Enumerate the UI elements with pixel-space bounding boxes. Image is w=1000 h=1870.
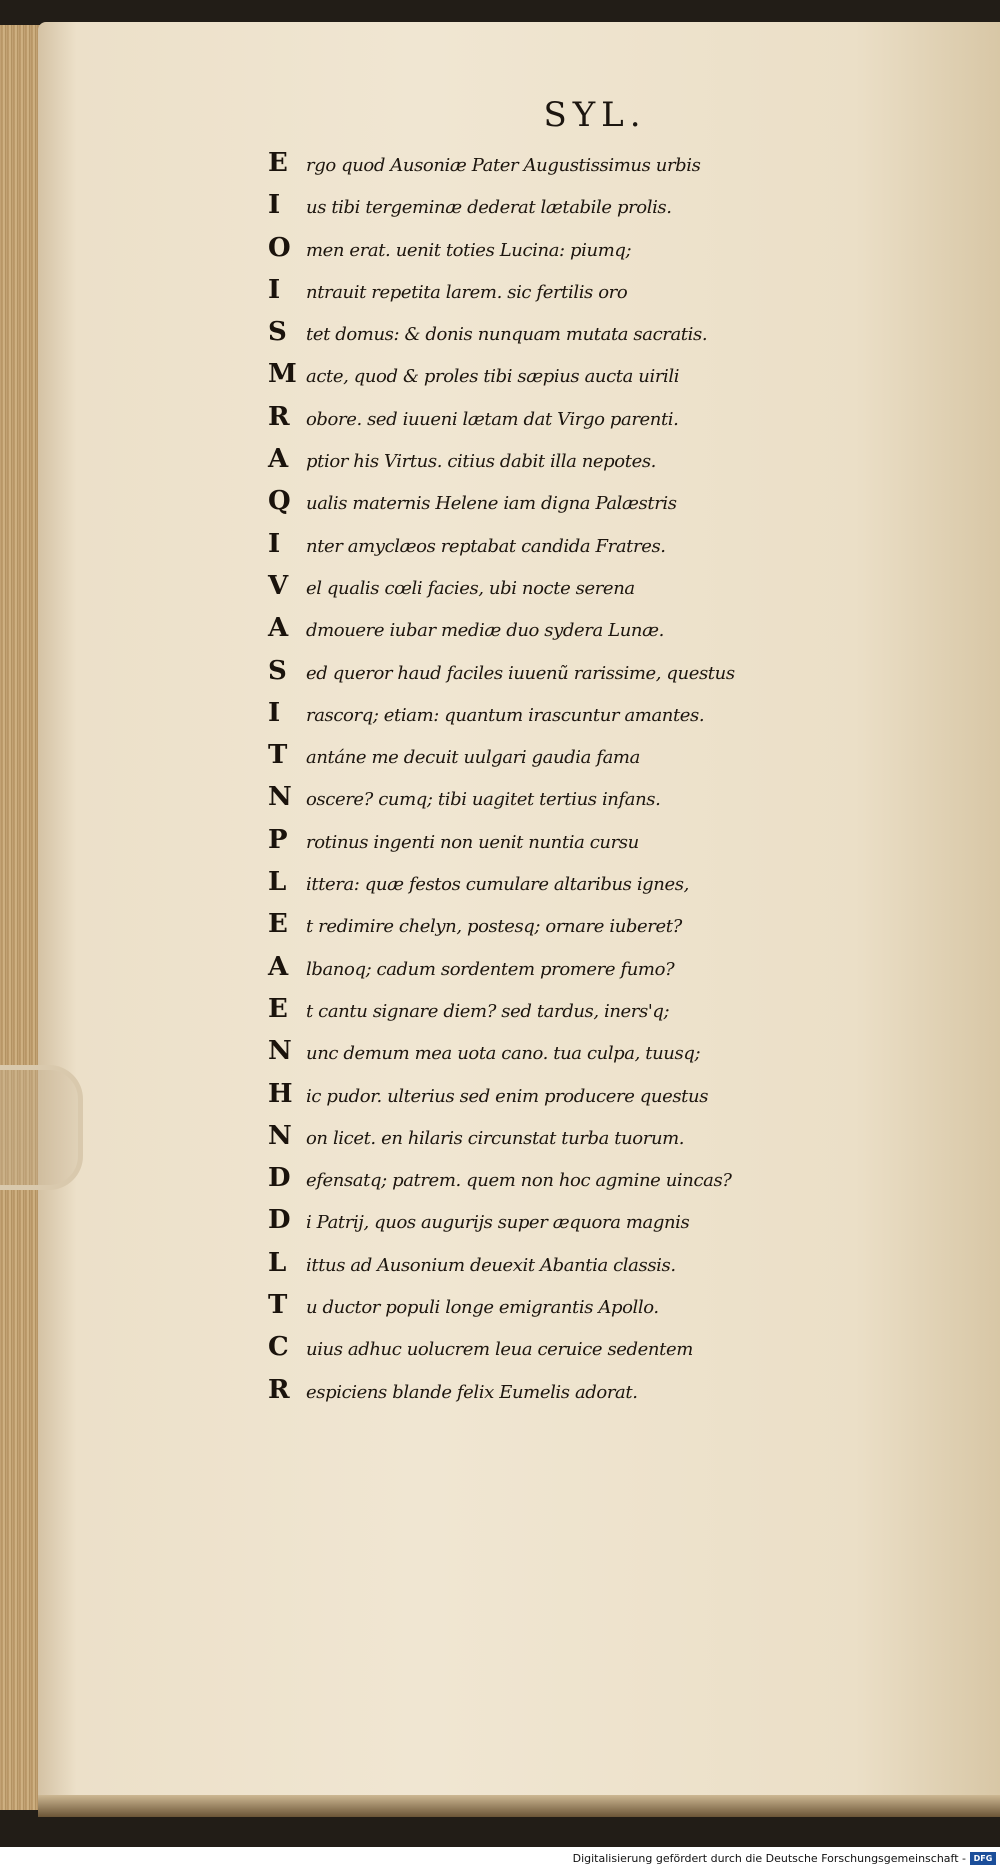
verse-text: unc demum mea uota cano. tua culpa, tuusq; xyxy=(306,1043,701,1065)
verse-text: antáne me decuit uulgari gaudia fama xyxy=(306,747,640,769)
verse-line xyxy=(268,1079,988,1121)
verse-initial: N xyxy=(268,782,292,813)
verse-line xyxy=(268,782,988,824)
verse-initial: E xyxy=(268,993,288,1024)
verse-line xyxy=(268,656,988,698)
verse-initial: L xyxy=(268,867,287,898)
verse-initial: T xyxy=(268,740,288,771)
verse-initial: P xyxy=(268,824,288,855)
verse-text: efensatq; patrem. quem non hoc agmine uincas? xyxy=(306,1170,732,1192)
running-head: SYL. xyxy=(543,95,647,135)
verse-initial: O xyxy=(268,232,291,263)
verse-line xyxy=(268,1121,988,1163)
verse-initial: I xyxy=(268,697,281,728)
verse-line xyxy=(268,1036,988,1078)
verse-initial: E xyxy=(268,909,288,940)
verse-line xyxy=(268,486,988,528)
verse-initial: A xyxy=(268,444,289,475)
verse-initial: N xyxy=(268,1036,292,1067)
verse-text: lbanoq; cadum sordentem promere fumo? xyxy=(306,958,675,980)
verse-line xyxy=(268,698,988,740)
verse-text: ic pudor. ulterius sed enim producere questus xyxy=(306,1085,709,1107)
verse-text: acte, quod & proles tibi sæpius aucta uirili xyxy=(306,366,680,388)
verse-line xyxy=(268,1290,988,1332)
verse-initial: R xyxy=(268,401,290,432)
verse-line xyxy=(268,233,988,275)
verse-initial: C xyxy=(268,1332,289,1363)
dfg-logo: DFG xyxy=(970,1852,996,1865)
verse-initial: I xyxy=(268,528,281,559)
verse-initial: Q xyxy=(268,486,291,517)
verse-text: ptior his Virtus. citius dabit illa nepotes. xyxy=(306,451,656,473)
verse-line xyxy=(268,909,988,951)
verse-initial: D xyxy=(268,1205,291,1236)
verse-text: rascorq; etiam: quantum irascuntur amantes. xyxy=(306,704,705,726)
verse-initial: I xyxy=(268,190,281,221)
verse-text: u ductor populi longe emigrantis Apollo. xyxy=(306,1297,659,1319)
verse-text: rgo quod Ausoniæ Pater Augustissimus urbis xyxy=(306,155,701,176)
verse-text: ittera: quæ festos cumulare altaribus ignes, xyxy=(306,874,689,896)
verse-initial: S xyxy=(268,317,287,348)
verse-text: ed queror haud faciles iuuenũ rarissime, questus xyxy=(306,662,735,684)
verse-line xyxy=(268,613,988,655)
verse-line xyxy=(268,529,988,571)
verse-line xyxy=(268,317,988,359)
footer-credit: Digitalisierung gefördert durch die Deutsche Forschungsgemeinschaft - xyxy=(572,1852,966,1865)
verse-initial: I xyxy=(268,274,281,305)
verse-initial: N xyxy=(268,1120,292,1151)
verse-text: t redimire chelyn, postesq; ornare iuberet? xyxy=(306,916,682,938)
digitization-footer xyxy=(0,1847,1000,1870)
verse-text: oscere? cumq; tibi uagitet tertius infans. xyxy=(306,789,661,811)
verse-line xyxy=(268,1248,988,1290)
verse-line xyxy=(268,825,988,867)
verse-text: t cantu signare diem? sed tardus, iners'q; xyxy=(306,1000,670,1022)
verse-text: men erat. uenit toties Lucina: piumq; xyxy=(306,239,632,261)
verse-text: el qualis cœli facies, ubi nocte serena xyxy=(306,577,635,599)
verse-line xyxy=(268,994,988,1036)
verse-line xyxy=(268,1163,988,1205)
verse-initial: T xyxy=(268,1290,288,1321)
page-bottom-edge xyxy=(38,1795,1000,1817)
verse-line xyxy=(268,571,988,613)
verse-text: on licet. en hilaris circunstat turba tuorum. xyxy=(306,1127,685,1149)
verse-initial: A xyxy=(268,951,289,982)
verse-initial: H xyxy=(268,1078,293,1109)
book-fore-edge xyxy=(0,25,41,1810)
verse-line xyxy=(268,190,988,232)
verse-line xyxy=(268,275,988,317)
verse-initial: D xyxy=(268,1163,291,1194)
verse-line xyxy=(268,740,988,782)
book-clasp xyxy=(0,1065,83,1190)
verse-text: obore. sed iuueni lætam dat Virgo parenti. xyxy=(306,408,679,430)
verse-text: uius adhuc uolucrem leua ceruice sedentem xyxy=(306,1339,693,1361)
verse-initial: V xyxy=(268,570,289,601)
verse-line xyxy=(268,1205,988,1247)
verse-initial: R xyxy=(268,1374,290,1405)
verse-initial: E xyxy=(268,148,288,178)
verse-text: ittus ad Ausonium deuexit Abantia classis. xyxy=(306,1254,676,1276)
verse-text: espiciens blande felix Eumelis adorat. xyxy=(306,1381,638,1403)
verse-text: ualis maternis Helene iam digna Palæstris xyxy=(306,493,677,515)
verse-line xyxy=(268,402,988,444)
verse-initial: M xyxy=(268,359,297,390)
verse-line xyxy=(268,148,988,190)
verse-initial: A xyxy=(268,613,289,644)
verse-initial: S xyxy=(268,655,287,686)
verse-line xyxy=(268,1375,988,1417)
verse-line xyxy=(268,952,988,994)
verse-text: us tibi tergeminæ dederat lætabile prolis. xyxy=(306,197,672,219)
verse-text: nter amyclæos reptabat candida Fratres. xyxy=(306,535,666,557)
verse-line xyxy=(268,359,988,401)
verse-text: tet domus: & donis nunquam mutata sacratis. xyxy=(306,324,708,346)
verse-block xyxy=(268,148,988,1417)
verse-text: dmouere iubar mediæ duo sydera Lunæ. xyxy=(306,620,664,642)
verse-line xyxy=(268,1332,988,1374)
verse-text: ntrauit repetita larem. sic fertilis oro xyxy=(306,281,628,303)
verse-initial: L xyxy=(268,1247,287,1278)
verse-text: rotinus ingenti non uenit nuntia cursu xyxy=(306,831,639,853)
verse-line xyxy=(268,867,988,909)
verse-text: i Patrij, quos augurijs super æquora magnis xyxy=(306,1212,690,1234)
verse-line xyxy=(268,444,988,486)
